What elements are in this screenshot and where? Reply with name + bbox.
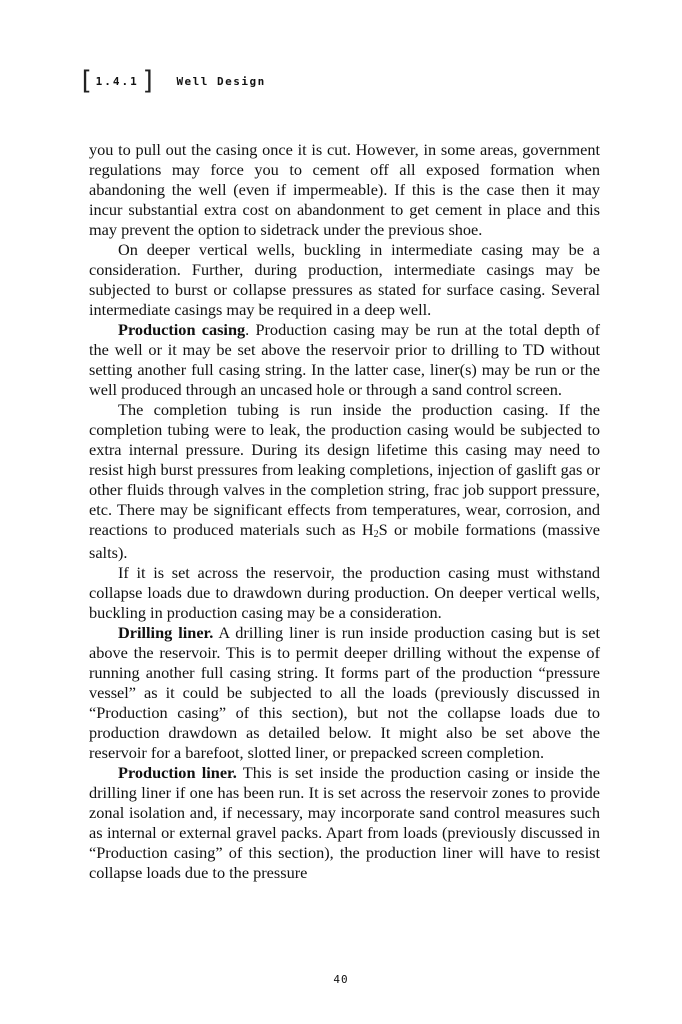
- paragraph: Drilling liner. A drilling liner is run inside production casing but is set above the reservoir. This is to permit deeper drilling without the expense of running another full casing string. It forms part of the production “pressure vessel” as it could be subjected to all the loads (previously discussed in “Production casing” of this section), but not the collapse loads due to production drawdown as detailed below. It might also be set above the reservoir for a barefoot, slotted liner, or prepacked screen completion.: [89, 623, 600, 762]
- paragraph: you to pull out the casing once it is cut. However, in some areas, government regulations may force you to cement off all exposed formation when abandoning the well (even if impermeable). If this is the case then it may incur substantial extra cost on abandonment to get cement in place and this may prevent the option to sidetrack under the previous shoe.: [89, 140, 600, 239]
- paragraph: If it is set across the reservoir, the production casing must withstand collapse loads due to drawdown during production. On deeper vertical wells, buckling in production casing may be a consideration.: [89, 563, 600, 622]
- paragraph: The completion tubing is run inside the production casing. If the completion tubing were to leak, the production casing would be subjected to extra internal pressure. During its design lifetime this casing may need to resist high burst pressures from leaking completions, injection of gaslift gas or other fluids through valves in the completion string, frac job support pressure, etc. There may be significant effects from temperatures, wear, corrosion, and reactions to produced materials such as $H_2S$ or mobile formations (massive salts).: [89, 400, 601, 562]
- paragraph: Production casing. Production casing may be run at the total depth of the well or it may be set above the reservoir prior to drilling to TD without setting another full casing string. In the latter case, liner(s) may be run or the well produced through an uncased hole or through a sand control screen.: [89, 320, 600, 399]
- section-title: Well Design: [176, 74, 266, 88]
- body-text: [89, 140, 600, 883]
- paragraph: Production liner. This is set inside the production casing or inside the drilling liner if one has been run. It is set across the reservoir zones to provide zonal isolation and, if necessary, may incorporate sand control measures such as internal or external gravel packs. Apart from loads (previously discussed in “Production casing” of this section), the production liner will have to resist collapse loads due to the pressure: [89, 763, 600, 882]
- running-header: [78, 66, 266, 96]
- section-number: 1.4.1: [95, 74, 139, 88]
- page-number: 40: [333, 973, 349, 986]
- run-in-heading: Drilling liner.: [118, 623, 214, 642]
- header-bracket-close: ]: [140, 66, 157, 96]
- header-bracket-open: [: [78, 66, 94, 96]
- run-in-heading: Production liner.: [118, 763, 237, 782]
- run-in-heading: Production casing: [118, 320, 246, 339]
- paragraph: On deeper vertical wells, buckling in intermediate casing may be a consideration. Further, during production, intermediate casings may be subjected to burst or collapse pressures as stated for surface casing. Several intermediate casings may be required in a deep well.: [89, 240, 600, 319]
